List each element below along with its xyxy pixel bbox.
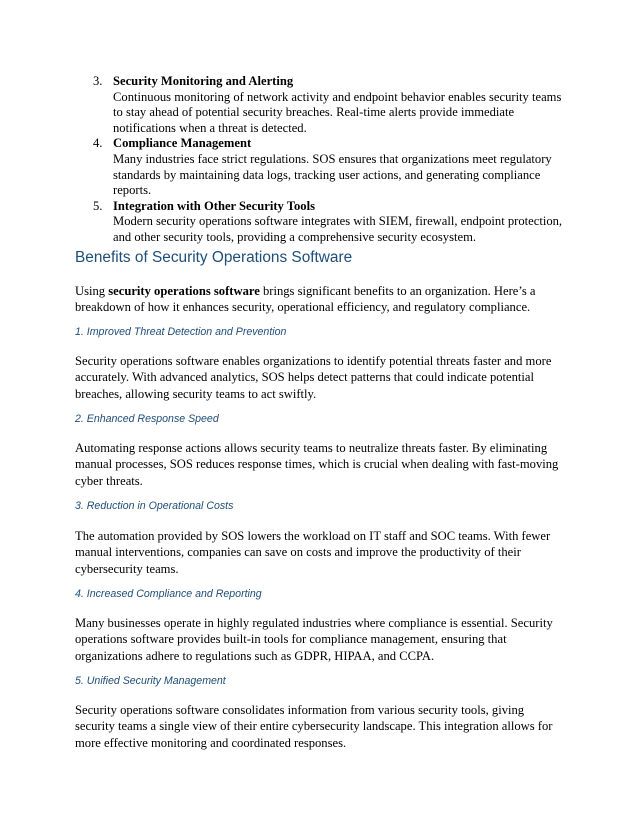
- benefit-heading: 5. Unified Security Management: [75, 675, 226, 687]
- list-item-line: notifications when a threat is detected.: [113, 120, 307, 135]
- list-item: [75, 136, 575, 198]
- intro-paragraph: [75, 283, 565, 315]
- benefit-line: manual interventions, companies can save on costs and improve the productivity of their: [75, 545, 521, 560]
- benefit-heading: 1. Improved Threat Detection and Prevention: [75, 326, 287, 338]
- intro-text: breakdown of how it enhances security, operational efficiency, and regulatory compliance.: [75, 300, 531, 314]
- benefit-line: operations software provides built-in tools for compliance management, ensuring that: [75, 632, 507, 647]
- list-item: [75, 74, 575, 136]
- benefit-line: accurately. With advanced analytics, SOS helps detect patterns that could indicate potential: [75, 370, 535, 385]
- list-item-title: Compliance Management: [113, 136, 252, 151]
- list-item-title: Integration with Other Security Tools: [113, 198, 315, 213]
- intro-text: brings significant benefits to an organization. Here’s a: [259, 284, 536, 298]
- benefit-paragraph: [75, 353, 565, 402]
- benefit-line: more effective monitoring and coordinated responses.: [75, 735, 347, 750]
- benefit-paragraph: [75, 615, 565, 664]
- benefit-line: Security operations software enables organizations to identify potential threats faster and more: [75, 354, 552, 368]
- benefit-line: breaches, allowing security teams to act swiftly.: [75, 386, 317, 401]
- benefit-line: Many businesses operate in highly regulated industries where compliance is essential. Security: [75, 616, 553, 630]
- feature-list: [75, 74, 575, 246]
- benefit-line: The automation provided by SOS lowers the workload on IT staff and SOC teams. With fewer: [75, 529, 551, 543]
- benefit-line: manual processes, SOS reduces response times, which is crucial when dealing with fast-moving: [75, 457, 559, 472]
- list-item-line: standards by maintaining data logs, tracking user actions, and generating compliance: [113, 167, 541, 182]
- list-item-line: Continuous monitoring of network activity and endpoint behavior enables security teams: [113, 89, 562, 104]
- benefit-line: Automating response actions allows security teams to neutralize threats faster. By eliminating: [75, 441, 548, 455]
- list-item-title: Security Monitoring and Alerting: [113, 74, 294, 88]
- benefit-heading: 4. Increased Compliance and Reporting: [75, 588, 262, 600]
- list-item-line: to stay ahead of potential security breaches. Real-time alerts provide immediate: [113, 105, 515, 120]
- list-item-line: and other security tools, providing a comprehensive security ecosystem.: [113, 229, 477, 244]
- list-number: 3.: [93, 74, 103, 88]
- benefit-line: cybersecurity teams.: [75, 561, 179, 576]
- intro-bold-text: security operations software: [108, 284, 260, 298]
- list-item: [75, 199, 575, 246]
- benefit-heading: 3. Reduction in Operational Costs: [75, 500, 234, 512]
- benefit-line: security teams a single view of their entire cybersecurity landscape. This integration allows for: [75, 719, 553, 734]
- list-number: 5.: [93, 198, 103, 213]
- benefit-line: cyber threats.: [75, 473, 143, 488]
- benefit-line: organizations adhere to regulations such as GDPR, HIPAA, and CCPA.: [75, 648, 435, 663]
- benefit-paragraph: [75, 440, 565, 489]
- intro-text: Using: [75, 284, 109, 298]
- benefit-heading: 2. Enhanced Response Speed: [75, 413, 219, 425]
- list-number: 4.: [93, 136, 103, 151]
- section-heading: Benefits of Security Operations Software: [75, 249, 353, 266]
- list-item-line: Many industries face strict regulations. SOS ensures that organizations meet regulatory: [113, 151, 552, 166]
- benefit-line: Security operations software consolidates information from various security tools, giving: [75, 703, 525, 717]
- list-item-line: Modern security operations software integrates with SIEM, firewall, endpoint protection,: [113, 214, 563, 229]
- benefit-paragraph: [75, 702, 565, 751]
- benefit-paragraph: [75, 528, 565, 577]
- list-item-line: reports.: [113, 183, 152, 198]
